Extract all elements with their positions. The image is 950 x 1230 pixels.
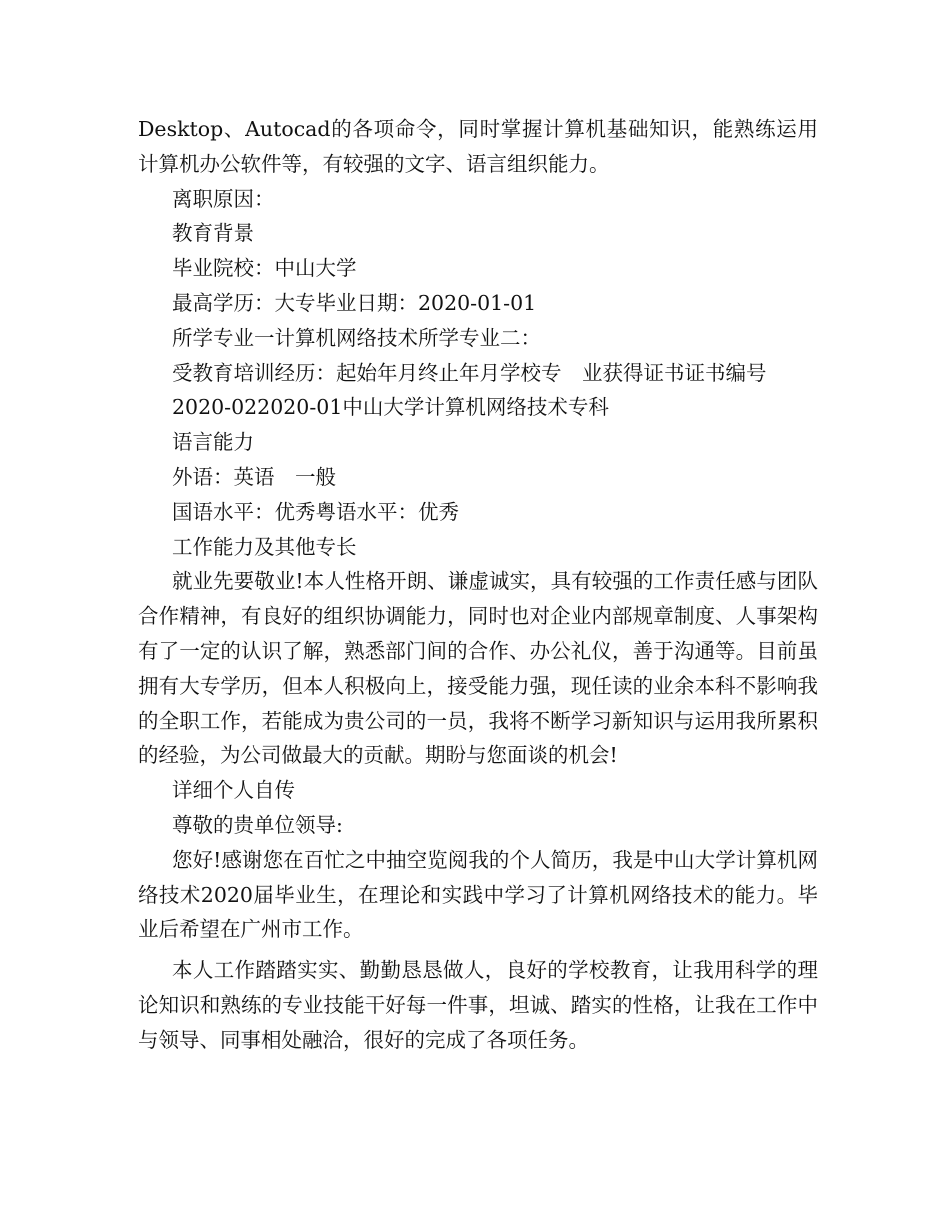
mandarin-cantonese-level: 国语水平：优秀粤语水平：优秀 xyxy=(172,499,459,524)
section-heading-language: 语言能力 xyxy=(172,430,254,455)
leaving-reason: 离职原因： xyxy=(172,186,275,211)
autobiography-paragraph-1: 您好!感谢您在百忙之中抽空览阅我的个人简历，我是中山大学计算机网络技术2020届毕业生，在理论和实践中学习了计算机网络技术的能力。毕业后希望在广州市工作。 xyxy=(138,847,818,942)
training-history-row: 2020-022020-01中山大学计算机网络技术专科 xyxy=(172,395,609,420)
major: 所学专业一计算机网络技术所学专业二： xyxy=(172,325,541,350)
section-heading-education: 教育背景 xyxy=(172,221,254,246)
foreign-language: 外语：英语 一般 xyxy=(172,464,336,489)
salutation: 尊敬的贵单位领导: xyxy=(172,812,343,837)
training-history-header: 受教育培训经历：起始年月终止年月学校专 业获得证书证书编号 xyxy=(172,360,767,385)
highest-degree: 最高学历：大专毕业日期：2020-01-01 xyxy=(172,290,537,315)
graduated-school: 毕业院校：中山大学 xyxy=(172,256,357,281)
abilities-paragraph: 就业先要敬业!本人性格开朗、谦虚诚实，具有较强的工作责任感与团队合作精神，有良好的组织协调能力，同时也对企业内部规章制度、人事架构有了一定的认识了解，熟悉部门间的合作、办公礼仪，善于沟通等。目前虽拥有大专学历，但本人积极向上，接受能力强，现任读的业余本科不影响我的全职工作，若能成为贵公司的一员，我将不断学习新知识与运用我所累积的经验，为公司做最大的贡献。期盼与您面谈的机会! xyxy=(138,569,818,768)
skills-paragraph-continued: Desktop、Autocad的各项命令，同时掌握计算机基础知识，能熟练运用计算机办公软件等，有较强的文字、语言组织能力。 xyxy=(138,117,818,176)
document-body xyxy=(138,112,818,1058)
section-heading-abilities: 工作能力及其他专长 xyxy=(172,534,357,559)
autobiography-paragraph-2: 本人工作踏踏实实、勤勤恳恳做人，良好的学校教育，让我用科学的理论知识和熟练的专业技能干好每一件事，坦诚、踏实的性格，让我在工作中与领导、同事相处融洽，很好的完成了各项任务。 xyxy=(138,958,818,1052)
section-heading-autobiography: 详细个人自传 xyxy=(172,778,295,803)
